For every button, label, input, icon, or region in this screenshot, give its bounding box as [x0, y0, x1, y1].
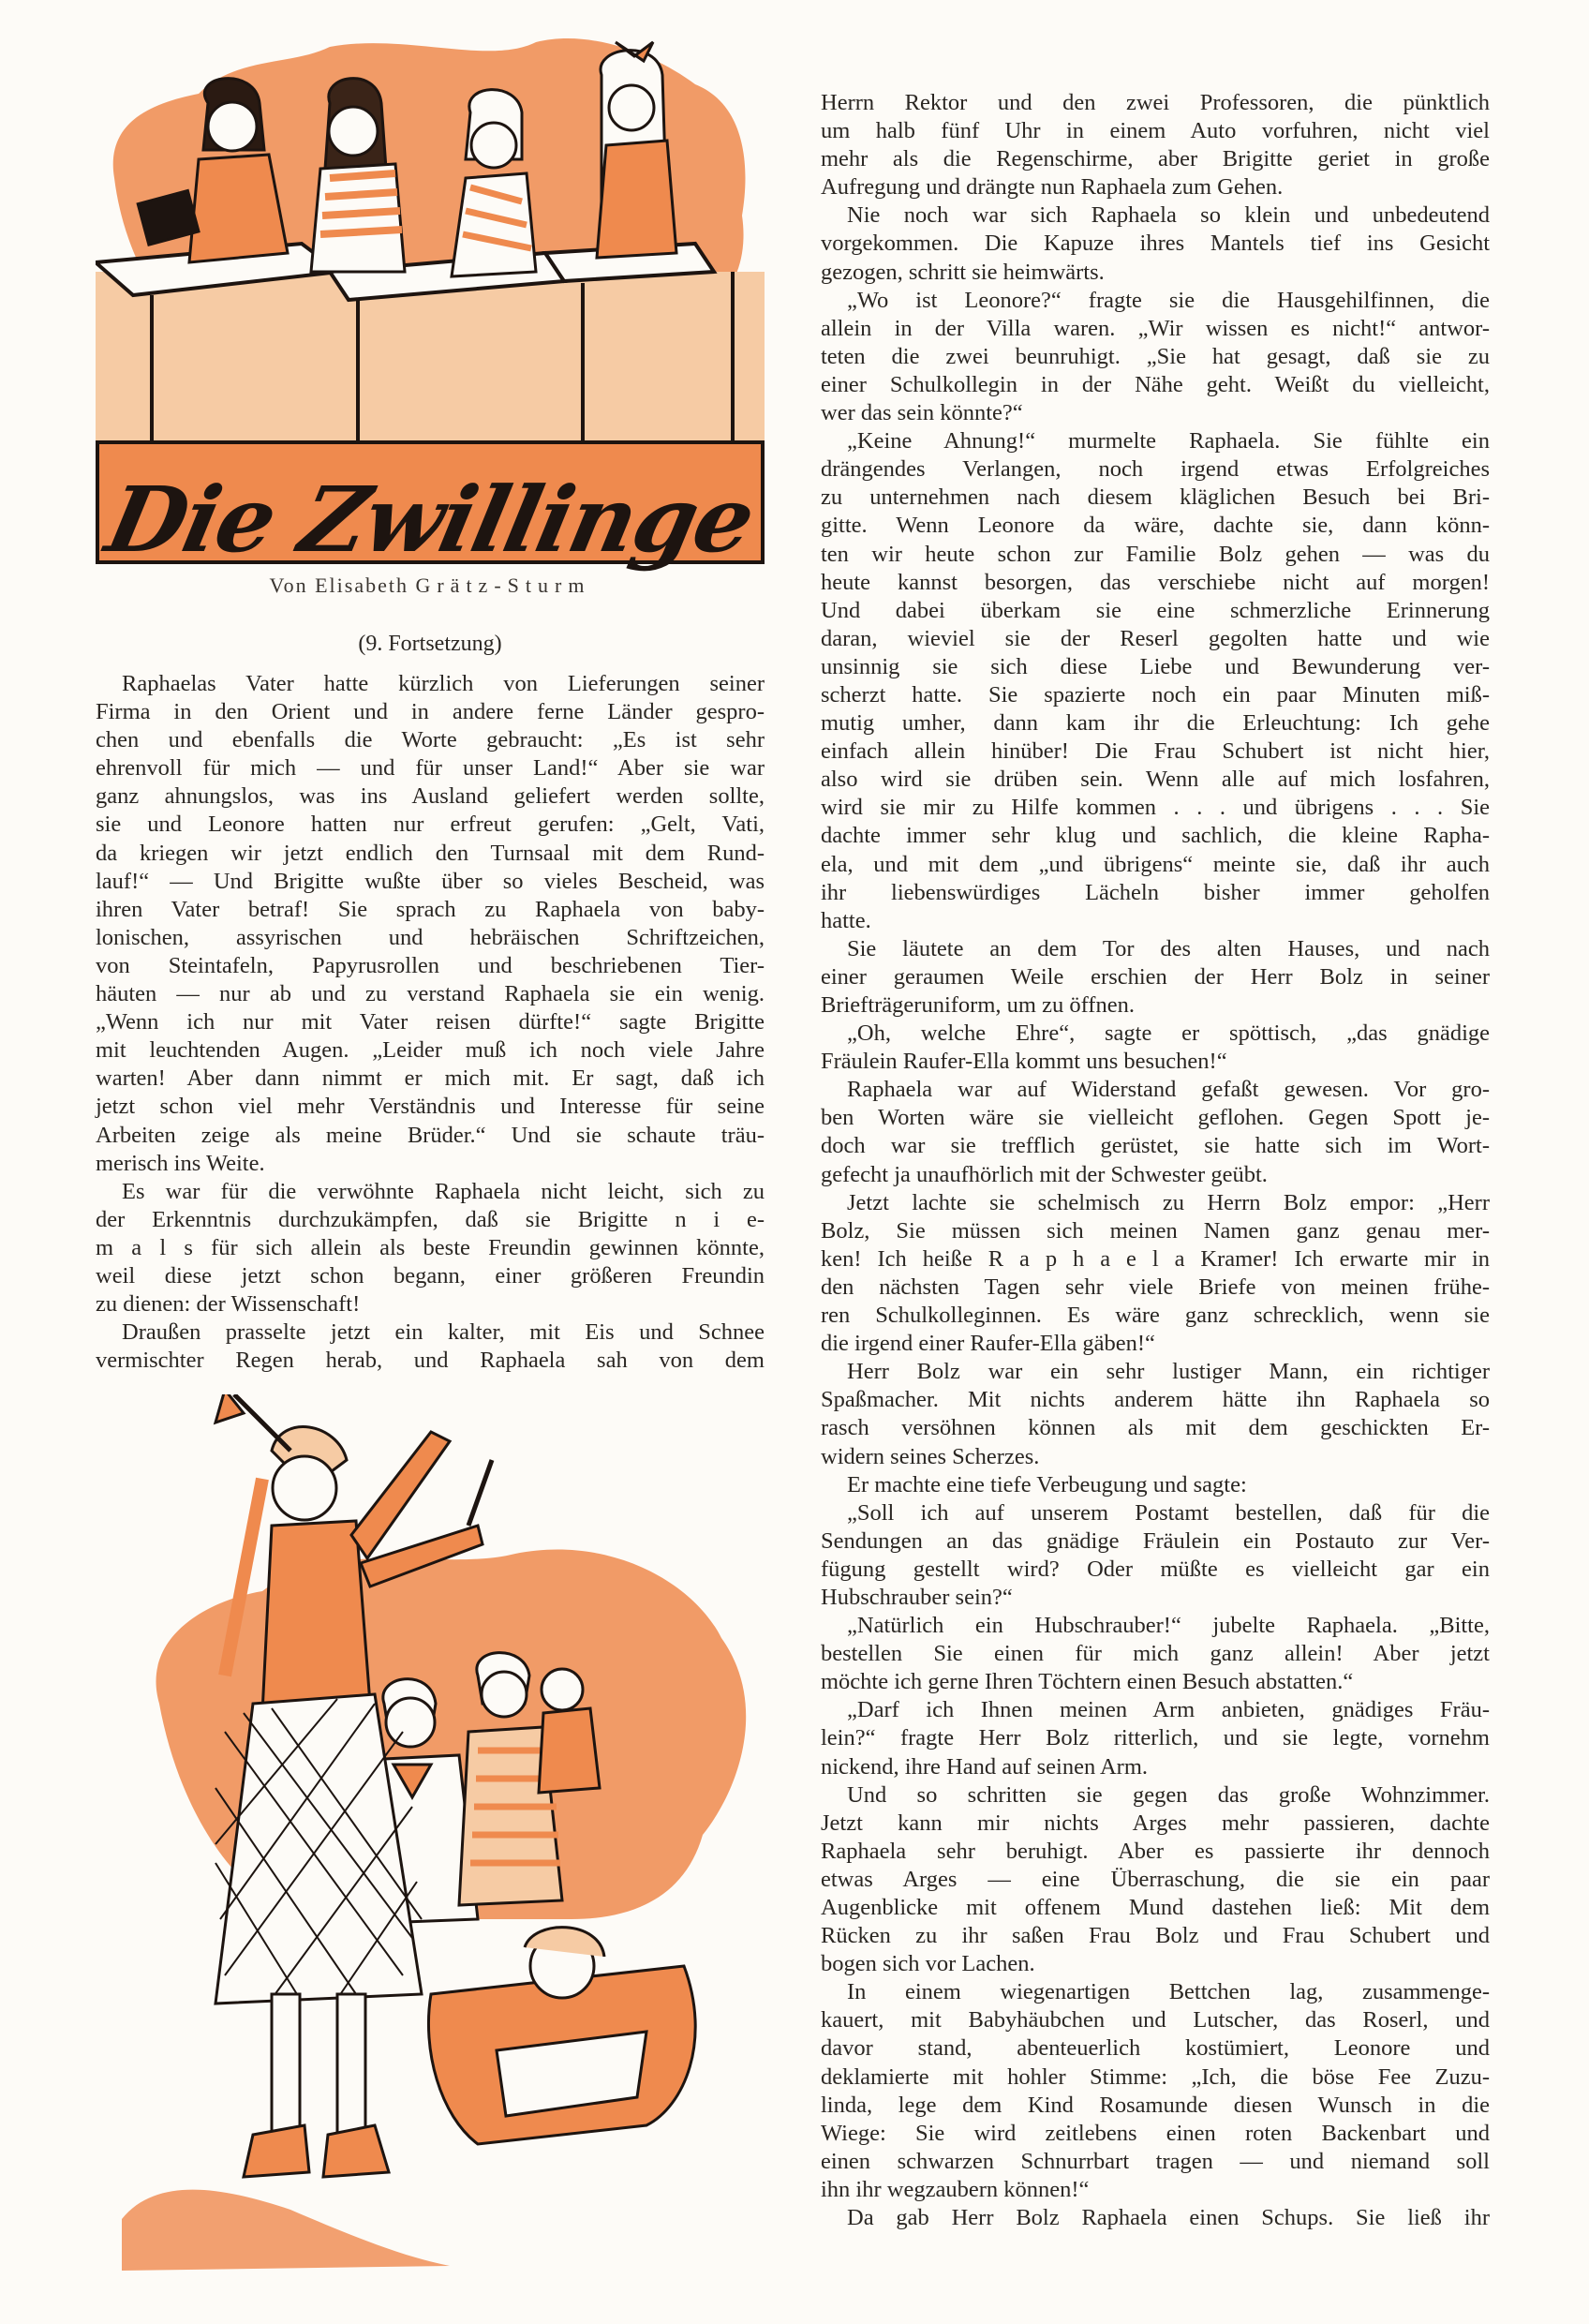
paragraph — [821, 1358, 1490, 1470]
paragraph — [821, 1189, 1490, 1359]
text-line: bestellen Sie einen für mich ganz allein! Aber jetzt — [821, 1641, 1490, 1667]
paragraph — [96, 1318, 765, 1375]
paragraph — [821, 287, 1490, 427]
text-line: daran, wieviel sie der Reserl gegolten hatte und wie — [821, 625, 1490, 651]
text-line: mit leuchtenden Augen. „Leider muß ich noch viele Jahre — [96, 1037, 765, 1064]
paragraph — [96, 670, 765, 1178]
left-column-text — [96, 670, 765, 1375]
text-line: m a l s für sich allein als beste Freundin gewinnen könnte, — [96, 1234, 765, 1260]
paragraph — [821, 201, 1490, 286]
text-line: ren Schulkolleginnen. Es wäre ganz schrecklich, wenn sie — [821, 1303, 1490, 1329]
text-line: zu dienen: der Wissenschaft! — [96, 1291, 361, 1318]
text-line: Herr Bolz war ein sehr lustiger Mann, ein richtiger — [847, 1359, 1490, 1385]
byline-prefix: Von Elisabeth — [269, 574, 408, 597]
text-line: der Erkenntnis durchzukämpfen, daß sie Brigitte n i e- — [96, 1206, 765, 1232]
text-line: rasch versöhnen können als mit dem geschickten Er- — [821, 1415, 1490, 1441]
text-line: gitte. Wenn Leonore da wäre, dachte sie, dann könn- — [821, 513, 1490, 539]
text-line: ken! Ich heiße R a p h a e l a Kramer! Ich erwarte mir in — [821, 1245, 1490, 1272]
text-line: Raphaela sehr beruhigt. Aber es passierte ihr dennoch — [821, 1838, 1490, 1864]
costume-scene-illustration — [122, 1394, 768, 2275]
text-line: häuten — nur ab und zu verstand Raphaela sie ein wenig. — [96, 981, 765, 1007]
text-line: Wiege: Sie wird zeitlebens einen roten Backenbart und — [821, 2120, 1490, 2146]
text-line: mutig umher, dann kam ihr die Erleuchtung: Ich gehe — [821, 710, 1490, 737]
text-line: mehr als die Regenschirme, aber Brigitte geriet in große — [821, 146, 1490, 172]
header-illustration — [96, 37, 765, 573]
text-line: einer Schulkollegin in der Nähe geht. Weißt du vielleicht, — [821, 371, 1490, 397]
text-line: ihn ihr wegzaubern können!“ — [821, 2176, 1090, 2202]
text-line: heute kannst besorgen, das verschiebe nicht auf morgen! — [821, 569, 1490, 595]
text-line: Und dabei überkam sie eine schmerzliche Erinnerung — [821, 597, 1490, 623]
text-line: kauert, mit Babyhäubchen und Lutscher, das Roserl, und — [821, 2007, 1490, 2034]
paragraph — [821, 1499, 1490, 1612]
text-line: hatte. — [821, 907, 871, 933]
text-line: Nie noch war sich Raphaela so klein und unbedeutend — [847, 202, 1490, 229]
title-logo: Die Zwillinge — [97, 467, 763, 573]
text-line: Hubschrauber sein?“ — [821, 1584, 1013, 1610]
text-line: ganz ahnungslos, was ins Ausland geliefert werden sollte, — [96, 783, 765, 810]
text-line: ben Worten wäre sie vielleicht geflohen. Gegen Spott je- — [821, 1105, 1490, 1131]
text-line: dachte immer sehr klug und sachlich, die kleine Rapha- — [821, 823, 1490, 849]
text-line: gefecht ja unaufhörlich mit der Schwester geübt. — [821, 1161, 1268, 1187]
text-line: einen schwarzen Schnurrbart tragen — und niemand soll — [821, 2148, 1490, 2174]
text-line: Bolz, Sie müssen sich meinen Namen ganz genau mer- — [821, 1217, 1490, 1244]
text-line: einfach allein hinüber! Die Frau Schubert ist nicht hier, — [821, 738, 1490, 765]
text-line: möchte ich gerne Ihren Töchtern einen Besuch abstatten.“ — [821, 1669, 1354, 1695]
text-line: Da gab Herr Bolz Raphaela einen Schups. Sie ließ ihr — [847, 2205, 1490, 2231]
paragraph — [821, 1020, 1490, 1076]
paragraph — [821, 1696, 1490, 1780]
text-line: ihren Vater betraf! Sie sprach zu Raphaela von baby- — [96, 896, 765, 922]
text-line: da kriegen wir jetzt endlich den Turnsaal mit dem Rund- — [96, 840, 765, 866]
text-line: Aufregung und drängte nun Raphaela zum Gehen. — [821, 174, 1284, 201]
text-line: Jetzt lachte sie schelmisch zu Herrn Bolz empor: „Herr — [847, 1189, 1490, 1215]
text-line: einer geraumen Weile erschien der Herr Bolz in seiner — [821, 963, 1490, 990]
text-line: Herrn Rektor und den zwei Professoren, die pünktlich — [821, 90, 1490, 115]
text-line: die irgend einer Raufer-Ella gäben!“ — [821, 1331, 1155, 1357]
text-line: weil diese jetzt schon begann, einer größeren Freundin — [96, 1262, 765, 1289]
text-line: unsinnig sie sich diese Liebe und Bewunderung ver- — [821, 653, 1490, 679]
text-line: vorgekommen. Die Kapuze ihres Mantels tief ins Gesicht — [821, 231, 1490, 257]
paragraph — [821, 1076, 1490, 1188]
text-line: „Natürlich ein Hubschrauber!“ jubelte Raphaela. „Bitte, — [847, 1613, 1490, 1639]
author-byline — [96, 574, 765, 598]
text-line: davor stand, abenteuerlich kostümiert, Leonore und — [821, 2035, 1490, 2062]
text-line: teten die zwei beunruhigt. „Sie hat gesagt, daß sie zu — [821, 343, 1490, 369]
paragraph — [821, 1978, 1490, 2204]
text-line: gezogen, schritt sie heimwärts. — [821, 259, 1105, 285]
text-line: lein?“ fragte Herr Bolz ritterlich, und sie legte, vornehm — [821, 1725, 1490, 1751]
text-line: drängendes Verlangen, noch irgend etwas Erfolgreiches — [821, 456, 1490, 483]
text-line: Sie läutete an dem Tor des alten Hauses, und nach — [847, 935, 1490, 961]
text-line: merisch ins Weite. — [96, 1150, 265, 1176]
text-line: Fräulein Raufer-Ella kommt uns besuchen!“ — [821, 1049, 1227, 1075]
text-line: vermischter Regen herab, und Raphaela sah von dem — [96, 1348, 765, 1374]
text-line: Briefträgeruniform, um zu öffnen. — [821, 992, 1135, 1018]
text-line: Firma in den Orient und in andere ferne Länder gespro- — [96, 699, 765, 725]
text-line: widern seines Scherzes. — [821, 1443, 1040, 1469]
text-line: Es war für die verwöhnte Raphaela nicht leicht, sich zu — [122, 1178, 765, 1204]
installment-label: (9. Fortsetzung) — [358, 632, 502, 656]
text-line: allein in der Villa waren. „Wir wissen es nicht!“ antwor- — [821, 315, 1490, 341]
text-line: Jetzt kann mir nichts Arges mehr passieren, dachte — [821, 1810, 1490, 1836]
text-line: Spaßmacher. Mit nichts anderem hätte ihn Raphaela so — [821, 1387, 1490, 1413]
paragraph — [821, 1781, 1490, 1979]
text-line: doch war sie trefflich gerüstet, sie hatte sich im Wort- — [821, 1133, 1490, 1159]
text-line: „Oh, welche Ehre“, sagte er spöttisch, „das gnädige — [847, 1020, 1490, 1047]
text-line: Er machte eine tiefe Verbeugung und sagte: — [847, 1471, 1247, 1497]
text-line: zu unternehmen nach diesem kläglichen Besuch bei Bri- — [821, 484, 1490, 511]
text-line: etwas Arges — eine Überraschung, die sie ein paar — [821, 1866, 1490, 1892]
text-line: den nächsten Tagen sehr viele Briefe von meinen frühe- — [821, 1274, 1490, 1300]
paragraph — [96, 1178, 765, 1318]
text-line: jetzt schon viel mehr Verständnis und Interesse für seine — [96, 1094, 765, 1120]
text-line: „Darf ich Ihnen meinen Arm anbieten, gnädiges Fräu- — [847, 1697, 1490, 1723]
text-line: linda, lege dem Kind Rosamunde diesen Wunsch in die — [821, 2092, 1490, 2118]
text-line: „Keine Ahnung!“ murmelte Raphaela. Sie fühlte ein — [847, 428, 1490, 454]
text-line: Arbeiten zeige als meine Brüder.“ Und sie schaute träu- — [96, 1122, 765, 1148]
text-line: ten wir heute schon zur Familie Bolz gehen — was du — [821, 541, 1490, 567]
text-line: chen und ebenfalls die Worte gebraucht: „Es ist sehr — [96, 727, 765, 753]
text-line: ihr liebenswürdiges Lächeln bisher immer geholfen — [821, 879, 1490, 905]
text-line: fügung gestellt wird? Oder müßte es vielleicht gar ein — [821, 1556, 1490, 1582]
author-name: Grätz-Sturm — [415, 574, 591, 597]
bottom-illustration — [122, 1394, 768, 2275]
text-line: wird sie mir zu Hilfe kommen . . . und übrigens . . . Sie — [821, 795, 1490, 821]
text-line: scherzt hatte. Sie spazierte noch ein paar Minuten miß- — [821, 681, 1490, 708]
paragraph — [821, 89, 1490, 201]
text-line: Sendungen an das gnädige Fräulein ein Postauto zur Ver- — [821, 1527, 1490, 1554]
paragraph — [821, 1612, 1490, 1696]
text-line: nickend, ihre Hand auf seinen Arm. — [821, 1753, 1149, 1780]
text-line: um halb fünf Uhr in einem Auto vorfuhren, nicht viel — [821, 118, 1490, 144]
paragraph — [821, 935, 1490, 1020]
paragraph — [821, 1471, 1490, 1499]
text-line: In einem wiegenartigen Bettchen lag, zusammenge- — [847, 1979, 1490, 2005]
text-line: ehrenvoll für mich — und für unser Land!“ Aber sie war — [96, 755, 765, 782]
text-line: sie und Leonore hatten nur erfreut gerufen: „Gelt, Vati, — [96, 812, 765, 838]
text-line: von Steintafeln, Papyrusrollen und beschriebenen Tier- — [96, 952, 765, 978]
text-line: „Wo ist Leonore?“ fragte sie die Hausgehilfinnen, die — [847, 287, 1490, 313]
paragraph — [821, 427, 1490, 935]
text-line: Raphaela war auf Widerstand gefaßt gewesen. Vor gro- — [847, 1077, 1490, 1103]
text-line: Raphaelas Vater hatte kürzlich von Lieferungen seiner — [122, 671, 765, 696]
text-line: bogen sich vor Lachen. — [821, 1951, 1035, 1977]
text-line: warten! Aber dann nimmt er mich mit. Er sagt, daß ich — [96, 1065, 765, 1092]
text-line: Draußen prasselte jetzt ein kalter, mit Eis und Schnee — [122, 1319, 765, 1346]
text-line: also wird sie drüben sein. Wenn alle auf mich losfahren, — [821, 767, 1490, 793]
text-line: wer das sein könnte?“ — [821, 400, 1023, 426]
text-line: deklamierte mit hohler Stimme: „Ich, die böse Fee Zuzu- — [821, 2063, 1490, 2090]
text-line: „Wenn ich nur mit Vater reisen dürfte!“ sagte Brigitte — [96, 1009, 765, 1035]
text-line: lauf!“ — Und Brigitte wußte über so vieles Bescheid, was — [96, 868, 765, 894]
text-line: lonischen, assyrischen und hebräischen Schriftzeichen, — [96, 924, 765, 950]
text-line: ela, und mit dem „und übrigens“ meinte sie, daß ihr auch — [821, 851, 1490, 877]
right-column-text — [821, 89, 1490, 2232]
paragraph — [821, 2204, 1490, 2232]
text-line: „Soll ich auf unserem Postamt bestellen, daß für die — [847, 1499, 1490, 1526]
text-line: Augenblicke mit offenem Mund dastehen ließ: Mit dem — [821, 1895, 1490, 1920]
text-line: Rücken zu ihr saßen Frau Bolz und Frau Schubert und — [821, 1923, 1490, 1949]
text-line: Und so schritten sie gegen das große Wohnzimmer. — [847, 1781, 1490, 1808]
